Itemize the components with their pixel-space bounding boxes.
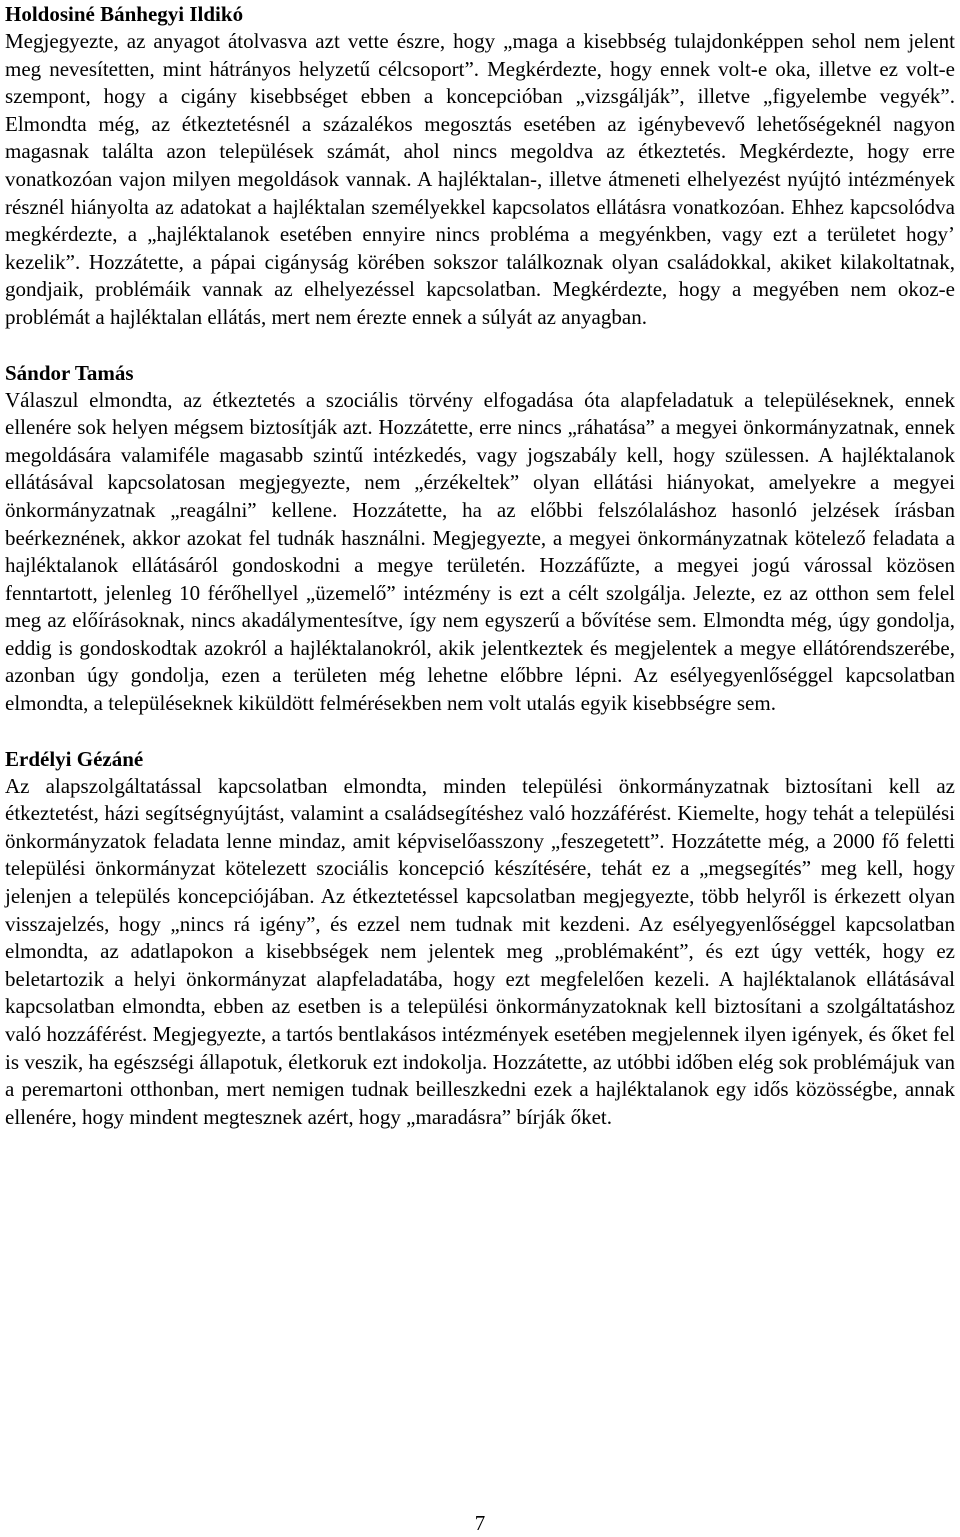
document-page	[5, 0, 955, 1131]
section-spacer	[5, 718, 955, 745]
section-spacer	[5, 332, 955, 359]
speaker-name: Holdosiné Bánhegyi Ildikó	[5, 2, 244, 26]
speaker-name: Erdélyi Gézáné	[5, 746, 144, 771]
speaker-statement: Megjegyezte, az anyagot átolvasva azt vette észre, hogy „maga a kisebbség tulajdonképpen sehol nem jelent meg nevesítetten, mint hátrányos helyzetű célcsoport”. Megkérdezte, hogy ennek volt-e oka, illetve ez volt-e szempont, hogy a cigány kisebbséget ebben a koncepcióban „vizsgálják”, illetve „figyelembe vegyék”. Elmondta még, az étkeztetésnél a százalékos megosztás esetében az igénybevevő lehetőségeknél nagyon magasnak találta azon települések számát, ahol nincs megoldva az étkeztetés. Megkérdezte, hogy erre vonatkozóan vajon milyen megoldások vannak. A hajléktalan-, illetve átmeneti elhelyezést nyújtó intézmények résznél hiányolta az adatokat a hajléktalan személyekkel kapcsolatos ellátásra vonatkozóan. Ehhez kapcsolódva megkérdezte, a „hajléktalanok esetében ennyire nincs probléma a megyénkben, vagy ezt a területet hogy’ kezelik”. Hozzátette, a pápai cigányság körében sokszor találkoznak olyan családokkal, akiket kilakoltatnak, gondjaik, problémáik vannak az elhelyezéssel kapcsolatban. Megkérdezte, hogy a megyében nem okoz-e problémát a hajléktalan ellátás, mert nem érezte ennek a súlyát az anyagban.	[5, 29, 955, 329]
speaker-statement: Az alapszolgáltatással kapcsolatban elmondta, minden települési önkormányzatnak biztosítani kell az étkeztetést, házi segítségnyújtást, valamint a családsegítéshez való hozzáférést. Kiemelte, hogy tehát a települési önkormányzatok feladata lenne mindaz, amit képviselőasszony „feszegetett”. Hozzátette még, a 2000 fő feletti települési önkormányzat kötelezett szociális koncepció készítésére, tehát ez a „megsegítés” meg kell, hogy jelenjen a település koncepciójában. Az étkeztetéssel kapcsolatban megjegyezte, több helyről is érkezett olyan visszajelzés, hogy „nincs rá igény”, és ezzel nem tudnak mit kezdeni. Az esélyegyenlőséggel kapcsolatban elmondta, az adatlapokon a kisebbségek nem jelentek meg „problémaként”, és ezt úgy vették, hogy ez beletartozik a helyi önkormányzat alapfeladatába, hogy ezt megfelelően kezeli. A hajléktalanok ellátásával kapcsolatban elmondta, ebben az esetben is a települési önkormányzatoknak kell biztosítani a szolgáltatáshoz való hozzáférést. Megjegyezte, a tartós bentlakásos intézmények esetében megjelennek ilyen igények, és őket fel is veszik, ha egészségi állapotuk, életkoruk ezt indokolja. Hozzátette, az utóbbi időben elég sok problémájuk van a peremartoni otthonban, mert nemigen tudnak beilleszkedni ezek a hajléktalanok egy idős közösségbe, annak ellenére, hogy mindent megtesznek azért, hogy „maradásra” bírják őket.	[5, 773, 955, 1129]
speaker-section-erdelyi	[5, 745, 955, 1132]
speaker-section-sandor	[5, 359, 955, 718]
page-number: 7	[474, 1511, 486, 1535]
speaker-name: Sándor Tamás	[5, 360, 134, 385]
speaker-section-holdosine	[5, 0, 955, 332]
speaker-statement: Válaszul elmondta, az étkeztetés a szociális törvény elfogadása óta alapfeladatuk a településeknek, ennek ellenére sok helyen mégsem biztosítják azt. Hozzátette, erre nincs „ráhatása” a megyei önkormányzatnak, ennek megoldására valamiféle magasabb szintű intézkedés, vagy jogszabály kell, hogy szülessen. A hajléktalanok ellátásával kapcsolatosan megjegyezte, nem „érzékeltek” olyan ellátási hiányokat, amelyekre a megyei önkormányzatnak „reagálni” kellene. Hozzátette, ha az előbbi felszólaláshoz hasonló jelzések írásban beérkeznének, akkor azokat fel tudnák használni. Megjegyezte, a megyei önkormányzatnak kötelező feladata a hajléktalanok ellátásáról gondoskodni a megye területén. Hozzáfűzte, a megyei jogú várossal közösen fenntartott, jelenleg 10 férőhellyel „üzemelő” intézmény is ezt a célt szolgálja. Jelezte, ez az otthon sem felel meg az előírásoknak, nincs akadálymentesítve, így nem egyszerű a bővítése sem. Elmondta még, úgy gondolja, eddig is gondoskodtak azokról a hajléktalanokról, akik jelentkeztek és megjelentek a megye ellátórendszerébe, azonban úgy gondolja, ezen a területen még lehetne előbbre lépni. Az esélyegyenlőséggel kapcsolatban elmondta, a településeknek kiküldött felmérésekben nem volt utalás egyik kisebbségre sem.	[5, 387, 955, 716]
